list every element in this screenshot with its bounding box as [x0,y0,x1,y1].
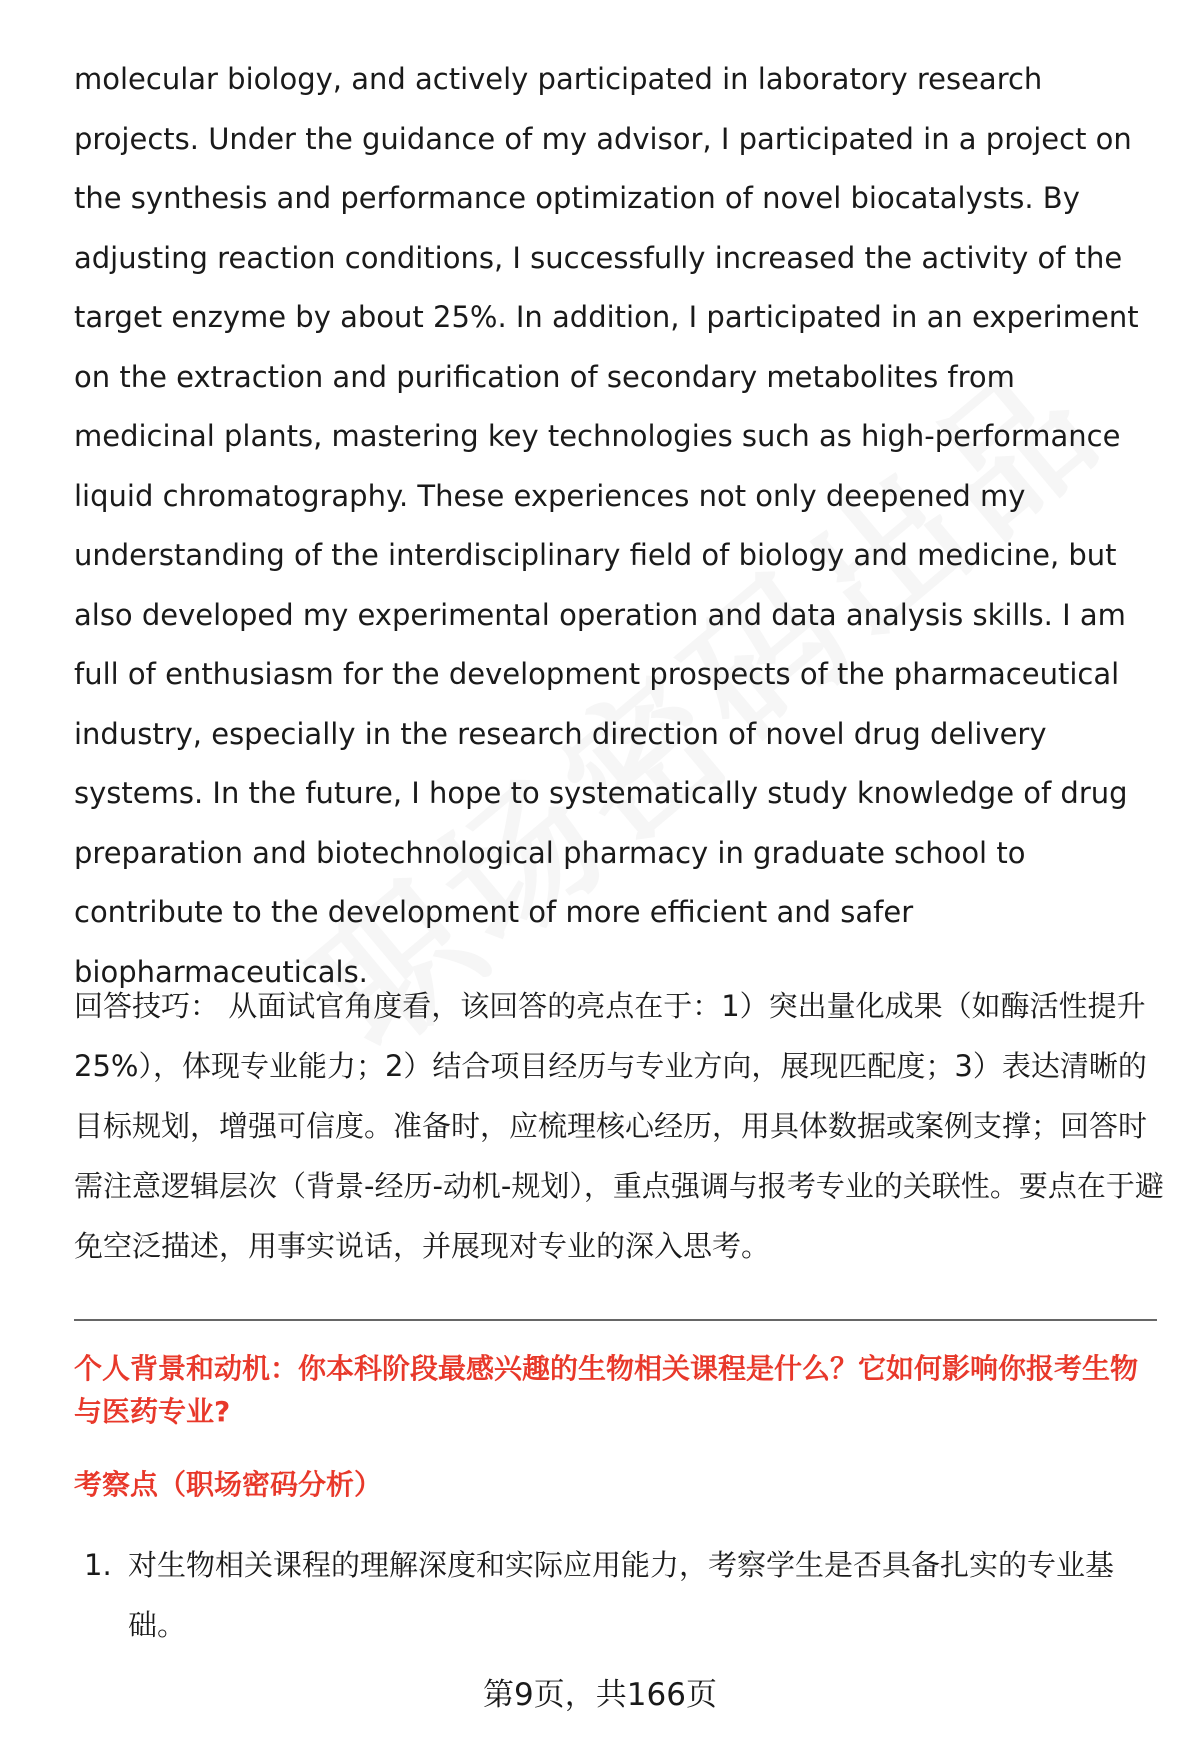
list-item-number: 1. [84,1548,112,1582]
page-number-footer: 第9页，共166页 [483,1677,717,1713]
section-divider [74,1319,1157,1321]
assessment-points-heading: 考察点（职场密码分析） [74,1468,383,1501]
assessment-points-list [74,1535,1164,1655]
list-item [74,1535,1164,1655]
answer-paragraph: molecular biology, and actively participated in laboratory research projects. Under the guidance of my advisor, I participated in a project on the synthesis and performance optimization of novel biocatalysts. By adjusting reaction conditions, I successfully increased the activity of the target enzyme by about 25%. In addition, I participated in an experiment on the extraction and purification of secondary metabolites from medicinal plants, mastering key technologies such as high-performance liquid chromatography. These experiences not only deepened my understanding of the interdisciplinary field of biology and medicine, but also developed my experimental operation and data analysis skills. I am full of enthusiasm for the development prospects of the pharmaceutical industry, especially in the research direction of novel drug delivery systems. In the future, I hope to systematically study knowledge of drug preparation and biotechnological pharmacy in graduate school to contribute to the development of more efficient and safer biopharmaceuticals. [74,62,1139,989]
question-heading: 个人背景和动机：你本科阶段最感兴趣的生物相关课程是什么？它如何影响你报考生物与医药专业? [74,1352,1139,1428]
list-item-text: 对生物相关课程的理解深度和实际应用能力，考察学生是否具备扎实的专业基础。 [128,1548,1115,1642]
answer-tips-paragraph: 回答技巧： 从面试官角度看，该回答的亮点在于：1）突出量化成果（如酶活性提升25%），体现专业能力；2）结合项目经历与专业方向，展现匹配度；3）表达清晰的目标规划，增强可信度。准备时，应梳理核心经历，用具体数据或案例支撑；回答时需注意逻辑层次（背景-经历-动机-规划），重点强调与报考专业的关联性。要点在于避免空泛描述，用事实说话，并展现对专业的深入思考。 [74,989,1164,1263]
